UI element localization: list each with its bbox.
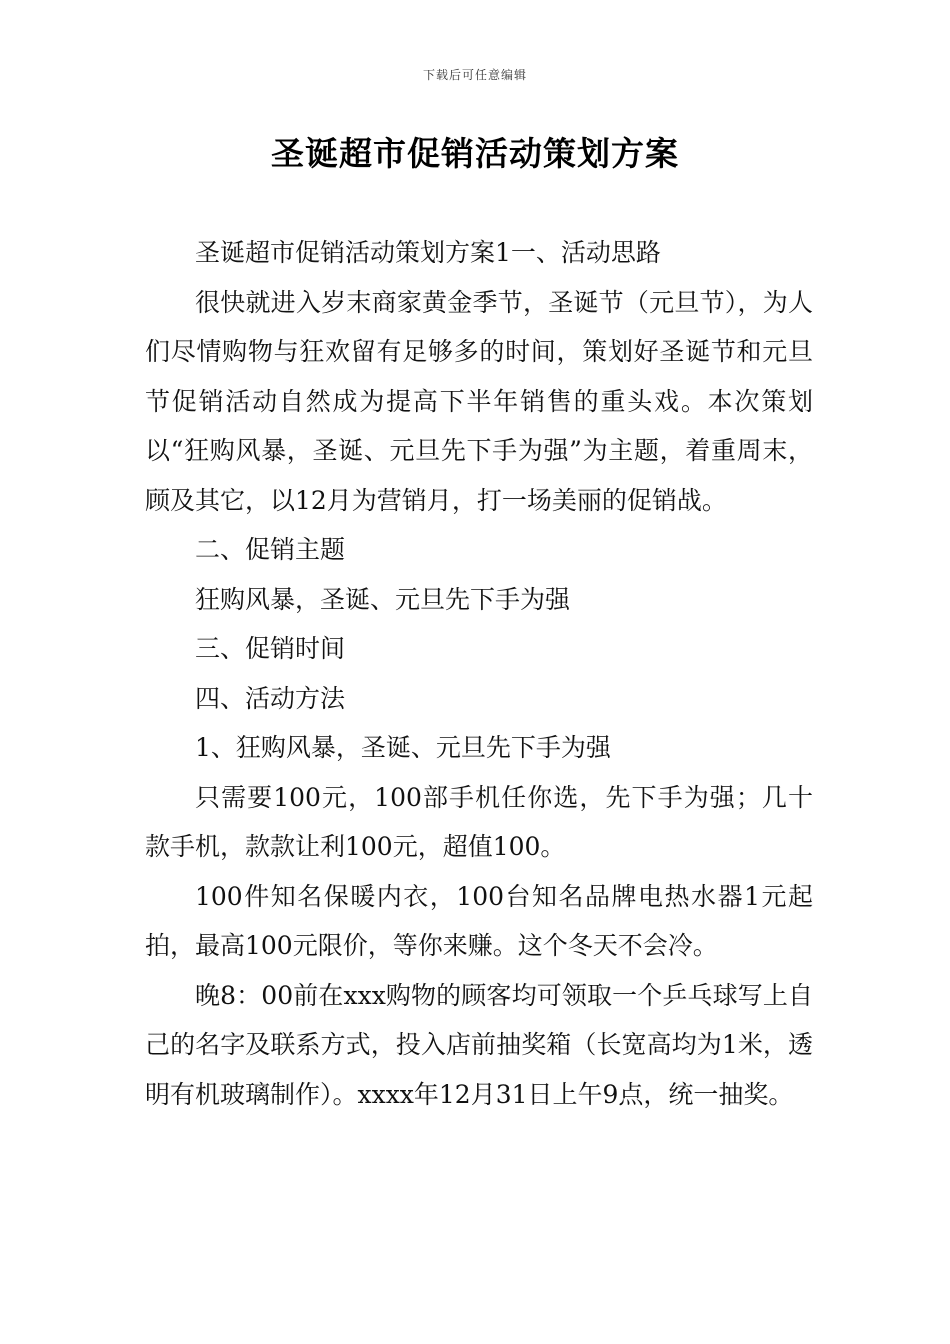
section-heading-theme: 二、促销主题 <box>195 535 346 564</box>
paragraph-activity-idea: 很快就进入岁末商家黄金季节，圣诞节（元旦节），为人们尽情购物与狂欢留有足够多的时间，策划好圣诞节和元旦节促销活动自然成为提高下半年销售的重头戏。本次策划以“狂购风暴，圣诞、元旦先下手为强”为主题，着重周末，顾及其它，以12月为营销月，打一场美丽的促销战。 <box>145 287 813 515</box>
document-title: 圣诞超市促销活动策划方案 <box>271 134 679 173</box>
section-heading-method: 四、活动方法 <box>195 683 346 713</box>
paragraph-lottery: 晚8：00前在xxx购物的顾客均可领取一个乒乓球写上自己的名字及联系方式，投入店前抽奖箱（长宽高均为1米，透明有机玻璃制作）。xxxx年12月31日上午9点，统一抽奖。 <box>145 980 813 1109</box>
document-body <box>145 228 813 1119</box>
section-heading-time: 三、促销时间 <box>195 634 346 663</box>
paragraph-underwear: 100件知名保暖内衣，100台知名品牌电热水器1元起拍，最高100元限价，等你来赚。这个冬天不会冷。 <box>145 881 813 960</box>
paragraph-phones: 只需要100元，100部手机任你选，先下手为强；几十款手机，款款让利100元，超值100。 <box>145 782 813 861</box>
header-note: 下载后可任意编辑 <box>422 68 527 82</box>
subsection-heading-1: 1、狂购风暴，圣诞、元旦先下手为强 <box>195 733 611 762</box>
paragraph-theme: 狂购风暴，圣诞、元旦先下手为强 <box>195 584 571 614</box>
section-intro-heading: 圣诞超市促销活动策划方案1一、活动思路 <box>195 238 661 267</box>
